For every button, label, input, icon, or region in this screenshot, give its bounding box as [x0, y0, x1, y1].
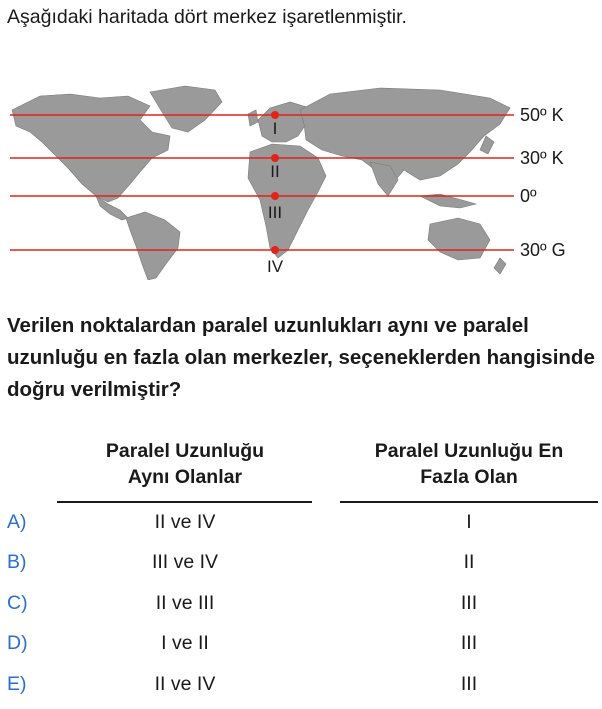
option-most-value: III [460, 592, 478, 614]
option-same-value: II ve IV [154, 673, 216, 695]
greenland-shape [150, 86, 222, 132]
japan-shape [480, 136, 494, 154]
option-same-value: I ve II [161, 632, 209, 654]
header-rule-left [57, 501, 312, 503]
option-most-value: III [460, 673, 478, 695]
latitude-label-0: 0º [520, 186, 537, 206]
column-header-same-line2: Aynı Olanlar [127, 466, 243, 488]
option-letter[interactable]: D) [7, 632, 28, 654]
option-same-value: II ve IV [154, 511, 216, 533]
asia-shape [300, 88, 510, 184]
option-same-value: III ve IV [151, 551, 219, 573]
option-letter[interactable]: C) [7, 592, 28, 614]
option-letter[interactable]: A) [7, 511, 27, 533]
new-zealand-shape [494, 258, 506, 274]
north-america-shape [12, 94, 170, 202]
option-letter[interactable]: B) [7, 551, 27, 573]
header-rule-right [340, 501, 598, 503]
australia-shape [428, 218, 490, 260]
option-most-value: II [463, 551, 475, 573]
latitude-label-50n: 50º K [520, 105, 564, 125]
point-label-i: I [272, 119, 278, 138]
world-map-svg [0, 80, 602, 280]
column-header-same-line1: Paralel Uzunluğu [105, 440, 265, 462]
south-america-shape [126, 212, 180, 280]
column-header-most [340, 438, 598, 490]
point-ii-marker [271, 154, 279, 162]
point-iii-marker [271, 192, 279, 200]
option-most-value: I [466, 511, 472, 533]
option-most-value: III [460, 632, 478, 654]
latitude-label-30n: 30º K [520, 148, 564, 168]
latitude-label-30s: 30º G [520, 240, 566, 260]
option-b[interactable] [0, 551, 602, 581]
option-same-value: II ve III [155, 592, 215, 614]
option-letter[interactable]: E) [7, 673, 27, 695]
intro-text: Aşağıdaki haritada dört merkez işaretlenmiştir. [7, 6, 407, 28]
africa-shape [248, 144, 326, 258]
world-map [0, 80, 602, 280]
option-c[interactable] [0, 592, 602, 622]
point-iv-marker [271, 246, 279, 254]
option-e[interactable] [0, 673, 602, 703]
option-a[interactable] [0, 511, 602, 541]
column-header-same [60, 438, 310, 490]
question-text: Verilen noktalardan paralel uzunlukları aynı ve paralel uzunluğu en fazla olan merkezler, seçeneklerden hangisinde doğru verilmiştir? [7, 314, 595, 401]
uk-shape [248, 110, 258, 126]
option-d[interactable] [0, 632, 602, 662]
point-label-iii: III [267, 203, 283, 222]
column-header-most-line2: Fazla Olan [420, 466, 518, 488]
latitude-labels [520, 105, 566, 260]
point-label-ii: II [270, 162, 280, 181]
europe-shape [258, 102, 310, 142]
point-i-marker [271, 111, 279, 119]
column-header-most-line1: Paralel Uzunluğu En [374, 440, 564, 462]
point-label-iv: IV [266, 257, 284, 276]
